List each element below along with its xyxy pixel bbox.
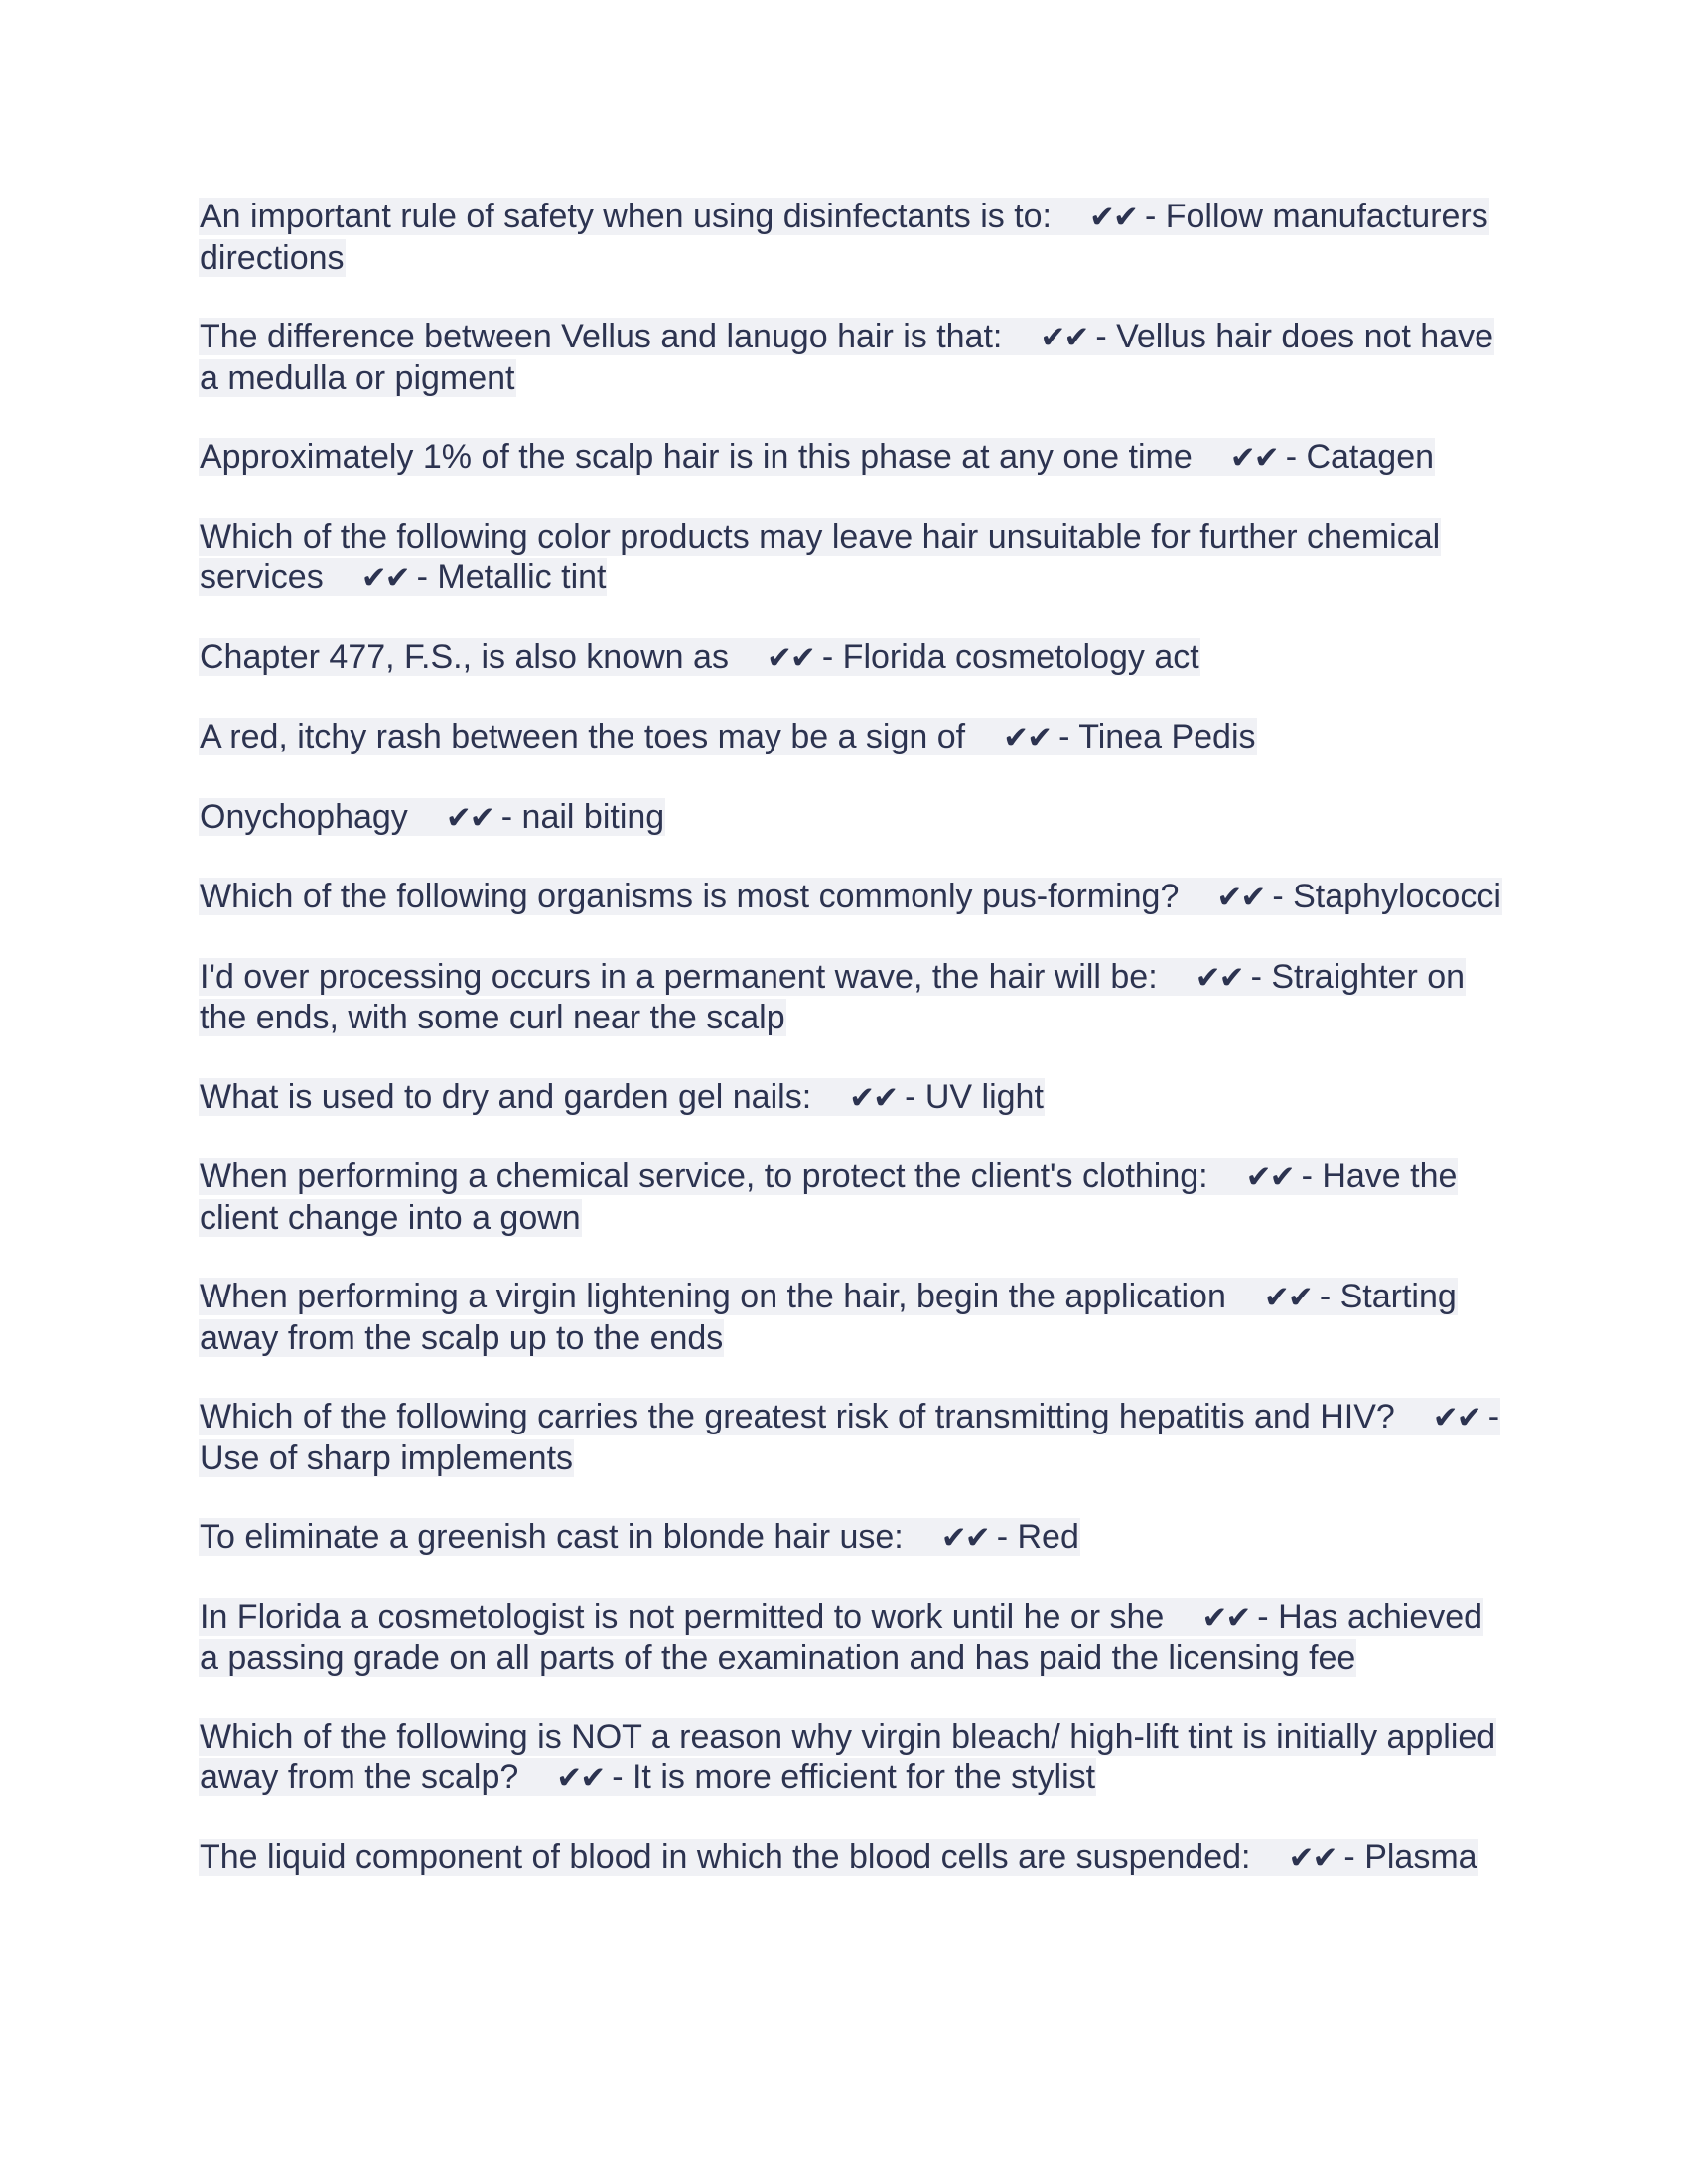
question-text: An important rule of safety when using disinfectants is to: — [200, 198, 1053, 235]
double-check-icon: ✔✔ — [1201, 1599, 1250, 1636]
question-text: Which of the following color products may leave hair unsuitable for further chemical services — [200, 517, 1441, 596]
question-text: Chapter 477, F.S., is also known as — [200, 637, 729, 676]
answer-text: - It is more efficient for the stylist — [612, 1758, 1096, 1796]
question-text: Which of the following organisms is most commonly pus-forming? — [200, 878, 1180, 915]
qa-item — [199, 717, 1509, 758]
question-text: I'd over processing occurs in a permanent wave, the hair will be: — [200, 957, 1158, 996]
qa-item — [199, 197, 1509, 278]
question-text: The liquid component of blood in which the blood cells are suspended: — [200, 1838, 1251, 1876]
answer-text: - Plasma — [1343, 1838, 1477, 1876]
qa-item — [199, 797, 1509, 839]
answer-text: - Florida cosmetology act — [821, 637, 1199, 676]
qa-item — [199, 1838, 1509, 1879]
question-text: The difference between Vellus and lanugo hair is that: — [200, 318, 1003, 355]
qa-item — [199, 1157, 1509, 1238]
question-text: Approximately 1% of the scalp hair is in this phase at any one time — [200, 438, 1193, 476]
question-text: Which of the following carries the greatest risk of transmitting hepatitis and HIV? — [200, 1398, 1395, 1435]
document-body — [199, 197, 1509, 1917]
double-check-icon: ✔✔ — [1216, 880, 1265, 915]
answer-text: - Catagen — [1285, 438, 1435, 476]
answer-text: - Staphylococci — [1272, 878, 1501, 915]
answer-text: - Starting away from the scalp up to the ends — [200, 1278, 1457, 1357]
question-text: A red, itchy rash between the toes may be a sign of — [200, 718, 966, 755]
qa-item — [199, 957, 1509, 1038]
answer-text: - Red — [996, 1518, 1079, 1556]
answer-text: - Metallic tint — [416, 558, 607, 596]
question-text: What is used to dry and garden gel nails: — [200, 1077, 812, 1116]
answer-text: - Have the client change into a gown — [200, 1158, 1458, 1237]
double-check-icon: ✔✔ — [1229, 440, 1278, 476]
answer-text: - Follow manufacturers directions — [200, 198, 1488, 277]
answer-text: - Use of sharp implements — [200, 1398, 1500, 1477]
double-check-icon: ✔✔ — [1288, 1840, 1336, 1876]
double-check-icon: ✔✔ — [1003, 720, 1052, 755]
double-check-icon: ✔✔ — [766, 639, 814, 676]
double-check-icon: ✔✔ — [940, 1520, 989, 1556]
qa-item — [199, 437, 1509, 478]
qa-item — [199, 1517, 1509, 1559]
answer-text: - Tinea Pedis — [1058, 718, 1256, 755]
double-check-icon: ✔✔ — [1245, 1160, 1294, 1195]
double-check-icon: ✔✔ — [1089, 200, 1137, 235]
question-text: When performing a virgin lightening on the hair, begin the application — [200, 1278, 1226, 1315]
double-check-icon: ✔✔ — [360, 560, 409, 596]
answer-text: - Vellus hair does not have a medulla or pigment — [200, 318, 1494, 397]
qa-item — [199, 317, 1509, 398]
question-text: Onychophagy — [200, 797, 408, 836]
qa-item — [199, 517, 1509, 599]
qa-item — [199, 637, 1509, 679]
question-text: In Florida a cosmetologist is not permitted to work until he or she — [200, 1597, 1165, 1636]
qa-item — [199, 877, 1509, 918]
double-check-icon: ✔✔ — [1432, 1400, 1480, 1435]
qa-item — [199, 1277, 1509, 1358]
double-check-icon: ✔✔ — [1263, 1280, 1312, 1315]
double-check-icon: ✔✔ — [445, 799, 493, 836]
qa-item — [199, 1077, 1509, 1119]
question-text: To eliminate a greenish cast in blonde hair use: — [200, 1518, 904, 1556]
question-text: Which of the following is NOT a reason why virgin bleach/ high-lift tint is initially applied away from the scalp? — [200, 1717, 1496, 1796]
question-text: When performing a chemical service, to protect the client's clothing: — [200, 1158, 1208, 1195]
double-check-icon: ✔✔ — [1195, 959, 1243, 996]
double-check-icon: ✔✔ — [1040, 320, 1088, 355]
answer-text: - Has achieved a passing grade on all parts of the examination and has paid the licensing fee — [200, 1597, 1483, 1677]
qa-item — [199, 1597, 1509, 1679]
qa-item — [199, 1397, 1509, 1478]
qa-item — [199, 1717, 1509, 1799]
answer-text: - nail biting — [500, 797, 665, 836]
answer-text: - Straighter on the ends, with some curl near the scalp — [200, 957, 1466, 1036]
answer-text: - UV light — [905, 1077, 1044, 1116]
double-check-icon: ✔✔ — [849, 1079, 898, 1116]
double-check-icon: ✔✔ — [556, 1760, 605, 1796]
